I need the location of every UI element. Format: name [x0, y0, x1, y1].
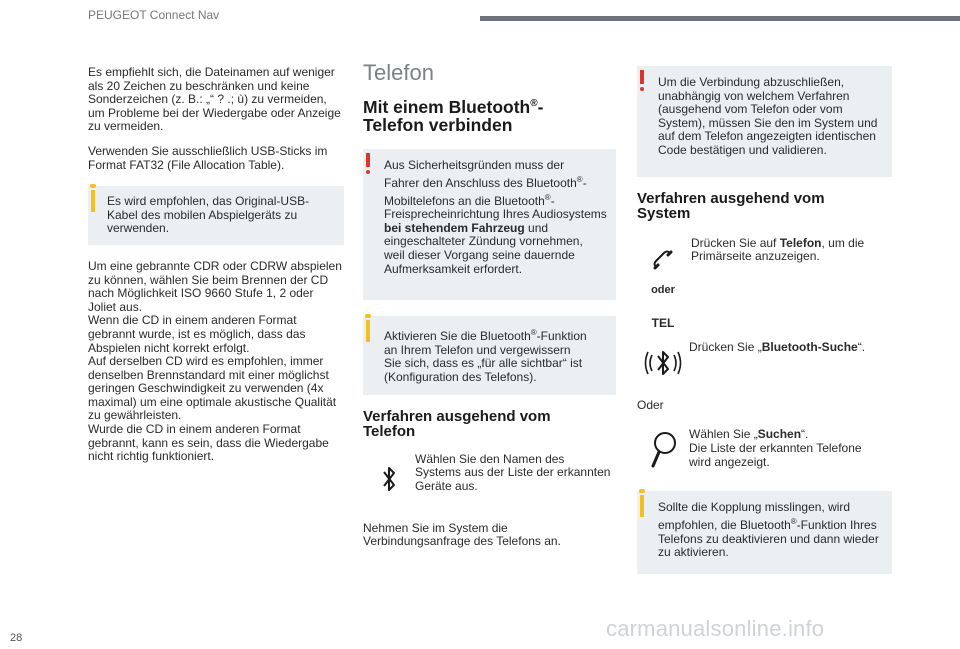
info-marker-icon: [91, 190, 95, 212]
info-box-text: Sollte die Kopplung misslingen, wird empfohlen, die Bluetooth®-Funktion Ihres Telefons zu deaktivieren und dann wieder zu aktivieren.: [658, 500, 879, 560]
column-2: [363, 60, 616, 549]
step-text: Drücken Sie „Bluetooth-Suche“.: [689, 339, 866, 354]
paragraph-accept-request: Nehmen Sie im System die Verbindungsanfrage des Telefons an.: [363, 520, 561, 549]
info-marker-icon: [366, 320, 370, 342]
info-box-text: Aktivieren Sie die Bluetooth®-Funktion an Ihrem Telefon und vergewissern Sie sich, dass es „für alle sichtbar“ ist (Konfiguration des Telefons).: [384, 328, 587, 384]
step-search: [637, 428, 892, 470]
info-box-usb-cable: [88, 186, 344, 245]
step-text: Drücken Sie auf Telefon, um die Primärseite anzuzeigen.: [691, 235, 865, 264]
header-bar: [480, 16, 960, 21]
paragraph-usb-format: Verwenden Sie ausschließlich USB-Sticks im Format FAT32 (File Allocation Table).: [88, 143, 328, 172]
header-title: PEUGEOT Connect Nav: [88, 8, 220, 22]
heading-from-phone: Verfahren ausgehend vom Telefon: [363, 407, 551, 440]
warning-marker-icon: [366, 153, 370, 167]
paragraph-cd: Um eine gebrannte CDR oder CDRW abspielen zu können, wählen Sie beim Brennen der CD nach Möglichkeit ISO 9660 Stufe 1, 2 oder Joliet aus. Wenn die CD in einem anderen Format gebrannt wurde, ist es möglich, dass das Abspielen nicht korrekt erfolgt. Auf derselben CD wird es empfohlen, immer denselben Brennstandard mit einer möglichst geringen Geschwindigkeit zu verwenden (4x maximal) um eine optimale akustische Qualität zu gewährleisten. Wurde die CD in einem anderen Format gebrannt, kann es sein, dass die Wiedergabe nicht richtig funktioniert.: [88, 258, 342, 464]
magnifier-icon: [637, 428, 689, 470]
phone-handset-icon: [652, 237, 674, 271]
step-bluetooth-search: [637, 339, 892, 383]
step-select-system: [363, 453, 616, 494]
column-1: [88, 66, 344, 464]
watermark: carmanualsonline.info: [606, 616, 825, 641]
heading-from-system: Verfahren ausgehend vom System: [637, 189, 825, 222]
info-box-pairing-failed: [637, 491, 892, 573]
phone-options: [637, 237, 689, 331]
paragraph-filenames: Es empfiehlt sich, die Dateinamen auf weniger als 20 Zeichen zu beschränken und keine Sonderzeichen (z. B.: „“ ? .; ù) zu vermeiden, um Probleme bei der Wiedergabe oder Anzeige zu vermeiden.: [88, 65, 341, 134]
warning-box-code: [637, 66, 892, 177]
info-marker-icon: [640, 495, 644, 517]
step-text: Wählen Sie den Namen des Systems aus der Liste der erkannten Geräte aus.: [415, 451, 611, 493]
heading-bluetooth-connect: Mit einem Bluetooth®- Telefon verbinden: [363, 96, 544, 136]
info-box-activate-bluetooth: [363, 316, 616, 394]
section-title: Telefon: [363, 60, 434, 85]
bluetooth-icon: [363, 453, 415, 494]
warning-marker-icon: [640, 70, 644, 84]
warning-box-text: Aus Sicherheitsgründen muss der Fahrer den Anschluss des Bluetooth®- Mobiltelefons an die Bluetooth®- Freisprecheinrichtung Ihres Audiosystems bei stehendem Fahrzeug und eingeschalteter Zündung vornehmen, weil dieser Vorgang seine dauernde Aufmerksamkeit erfordert.: [384, 158, 607, 276]
warning-box-safety: [363, 149, 616, 300]
page-number: 28: [10, 632, 23, 644]
column-3: [637, 66, 892, 574]
bluetooth-search-icon: [637, 339, 689, 383]
oder-text: Oder: [637, 397, 664, 412]
oder-label: oder: [651, 283, 675, 296]
step-text: Wählen Sie „Suchen“. Die Liste der erkannten Telefone wird angezeigt.: [689, 427, 862, 469]
warning-box-text: Um die Verbindung abzuschließen, unabhängig von welchem Verfahren (ausgehend vom Telefon oder vom System), müssen Sie den im System und auf dem Telefon angezeigten identischen Code bestätigen und validieren.: [658, 75, 878, 157]
tel-label: TEL: [651, 316, 675, 331]
info-box-text: Es wird empfohlen, das Original-USB- Kabel des mobilen Abspielgeräts zu verwenden.: [107, 194, 310, 236]
step-press-telefon: [637, 237, 892, 331]
